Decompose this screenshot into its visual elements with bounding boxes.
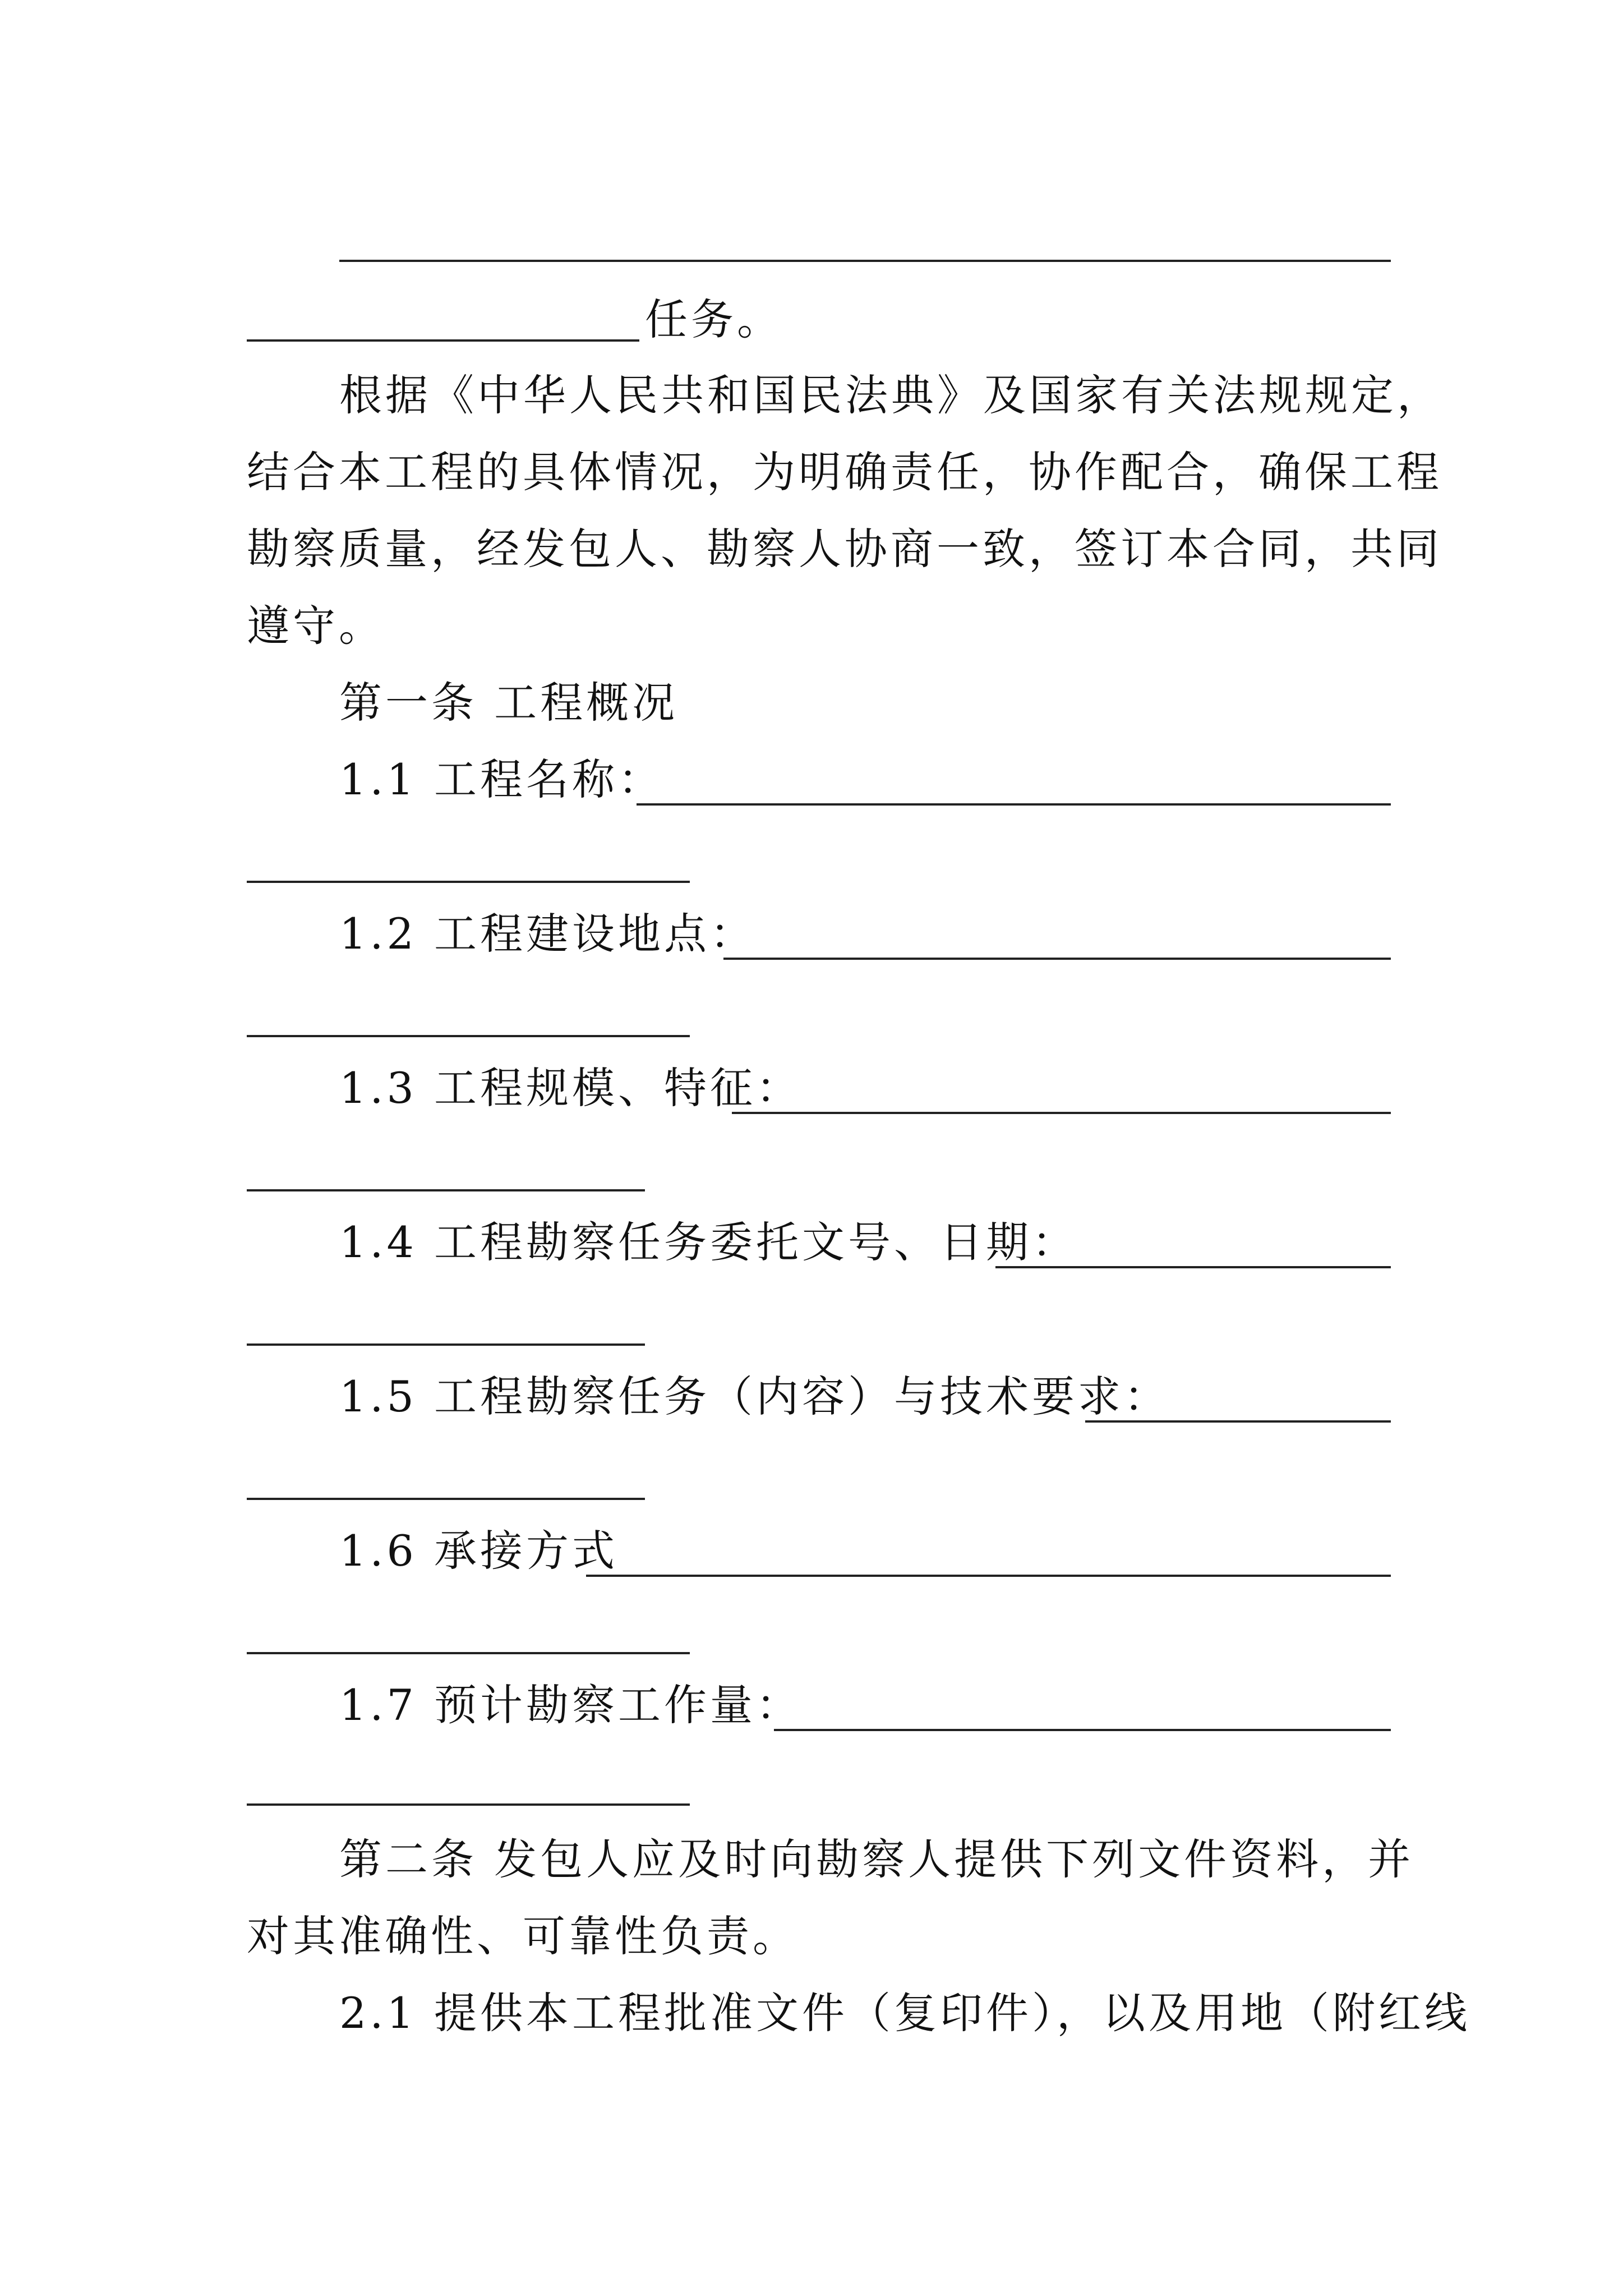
blank-line — [247, 1652, 690, 1654]
preamble-line: 根据《中华人民共和国民法典》及国家有关法规规定， — [339, 370, 1443, 420]
clause-line: 2.1 提供本工程批准文件（复印件），以及用地（附红线 — [339, 1988, 1471, 2038]
blank-line — [774, 1729, 1391, 1731]
blank-line — [247, 1803, 690, 1806]
blank-line — [247, 881, 690, 883]
blank-line — [1085, 1420, 1391, 1423]
blank-line — [247, 1189, 645, 1191]
article-heading: 第一条 工程概况 — [339, 678, 679, 728]
blank-line — [723, 958, 1391, 960]
blank-line — [339, 260, 1391, 262]
field-label: 1.2 工程建设地点： — [339, 909, 757, 959]
blank-line — [247, 1035, 690, 1037]
blank-line — [247, 1343, 645, 1346]
article-line: 对其准确性、可靠性负责。 — [247, 1911, 799, 1961]
preamble-line: 结合本工程的具体情况，为明确责任，协作配合，确保工程 — [247, 447, 1442, 497]
field-label: 1.6 承接方式 — [339, 1526, 619, 1576]
blank-line — [637, 803, 1391, 806]
preamble-line: 勘察质量，经发包人、勘察人协商一致，签订本合同，共同 — [247, 524, 1442, 574]
blank-line — [247, 339, 639, 342]
field-label: 1.1 工程名称： — [339, 754, 665, 804]
task-suffix: 任务。 — [645, 295, 783, 344]
blank-line — [586, 1575, 1391, 1577]
field-label: 1.7 预计勘察工作量： — [339, 1680, 803, 1730]
field-label: 1.3 工程规模、特征： — [339, 1063, 803, 1113]
article-heading: 第二条 发包人应及时向勘察人提供下列文件资料，并 — [339, 1834, 1414, 1884]
preamble-line: 遵守。 — [247, 601, 385, 651]
blank-line — [247, 1498, 645, 1500]
field-label: 1.4 工程勘察任务委托文号、日期： — [339, 1217, 1078, 1267]
blank-line — [995, 1266, 1391, 1268]
field-label: 1.5 工程勘察任务（内容）与技术要求： — [339, 1372, 1170, 1421]
blank-line — [732, 1112, 1391, 1114]
